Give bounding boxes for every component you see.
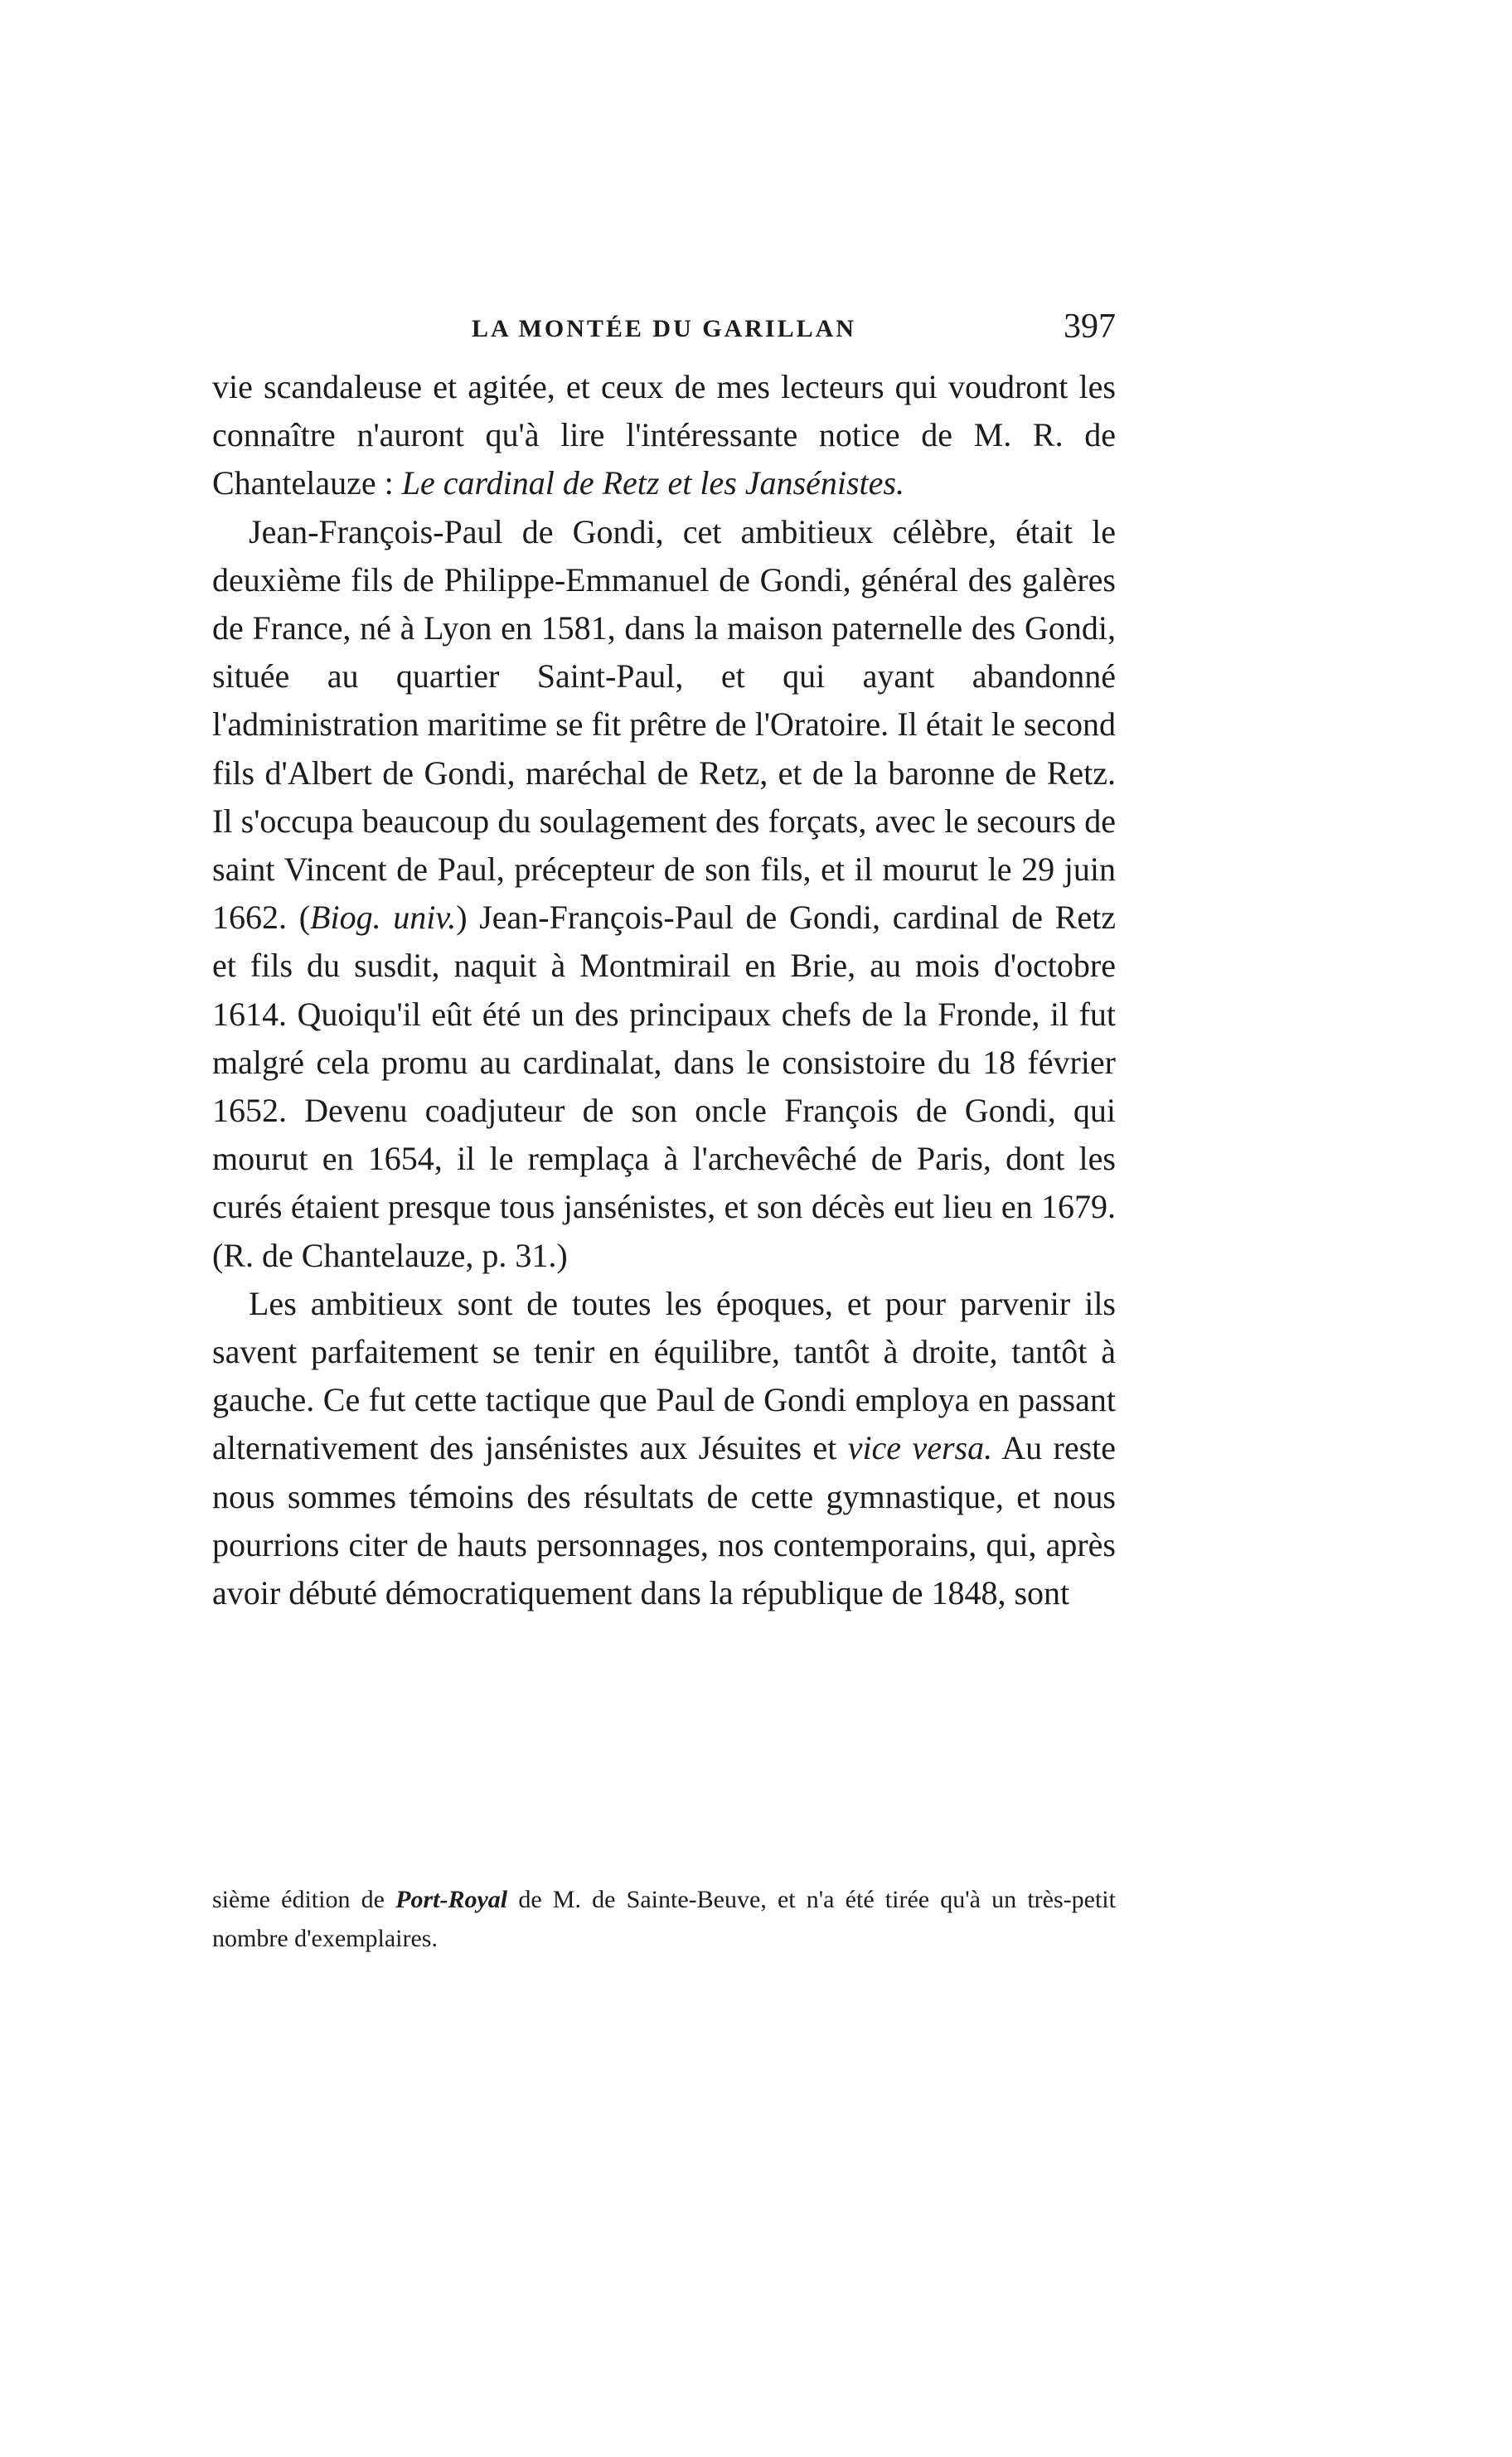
paragraph-1-text: vie scandaleuse et agitée, et ceux de mes lecteurs qui voudront les connaître n'auront qu'à lire l'intéressante notice de M. R. de Chantelauze : [212,368,1116,502]
citation-italic: Biog. univ. [310,899,457,937]
body-text [212,363,1116,1617]
paragraph-2-text-a: Jean-François-Paul de Gondi, cet ambitieux célèbre, était le deuxième fils de Philippe-Emmanuel de Gondi, général des galères de France, né à Lyon en 1581, dans la maison paternelle des Gondi, située au quartier Saint-Paul, et qui ayant abandonné l'administration maritime se fit prêtre de l'Oratoire. Il était le second fils d'Albert de Gondi, maréchal de Retz, et de la baronne de Retz. Il s'occupa beaucoup du soulagement des forçats, avec le secours de saint Vincent de Paul, précepteur de son fils, et il mourut le 29 juin 1662. ( [212,512,1116,937]
running-head [212,305,1116,355]
paragraph-3-text-b: Au reste nous sommes témoins des résultats de cette gymnastique, et nous pourrions citer de hauts personnages, nos contemporains, qui, après avoir débuté démocratiquement dans la république de 1848, sont [212,1429,1117,1612]
footnote [212,1880,1116,1958]
page-number: 397 [1064,308,1116,346]
paragraph-1 [212,363,1116,508]
paragraph-2-text-b: ) Jean-François-Paul de Gondi, cardinal de Retz et fils du susdit, naquit à Montmirail en Brie, au mois d'octobre 1614. Quoiqu'il eût été un des principaux chefs de la Fronde, il fut malgré cela promu au cardinalat, dans le consistoire du 18 février 1652. Devenu coadjuteur de son oncle François de Gondi, qui mourut en 1654, il le remplaça à l'archevêché de Paris, dont les curés étaient presque tous jansénistes, et son décès eut lieu en 1679. (R. de Chantelauze, p. 31.) [212,899,1116,1274]
latin-phrase-italic: vice versa. [847,1429,993,1467]
footnote-text-b: de M. de Sainte-Beuve, et n'a été tirée qu'à un très-petit nombre d'exemplaires. [212,1886,1116,1952]
footnote-text-a: sième édition de [212,1886,396,1913]
paragraph-3-text-a: Les ambitieux sont de toutes les époques, et pour parvenir ils savent parfaitement se tenir en équilibre, tantôt à droite, tantôt à gauche. Ce fut cette tactique que Paul de Gondi employa en passant alternativement des jansénistes aux Jésuites et [212,1284,1116,1467]
paragraph-2 [212,508,1116,1280]
paragraph-3 [212,1280,1116,1617]
book-title-italic: Le cardinal de Retz et les Jansénistes. [401,464,904,502]
running-title: LA MONTÉE DU GARILLAN [472,315,856,342]
footnote-title-italic: Port-Royal [395,1886,508,1913]
footnote-text [212,1880,1116,1958]
